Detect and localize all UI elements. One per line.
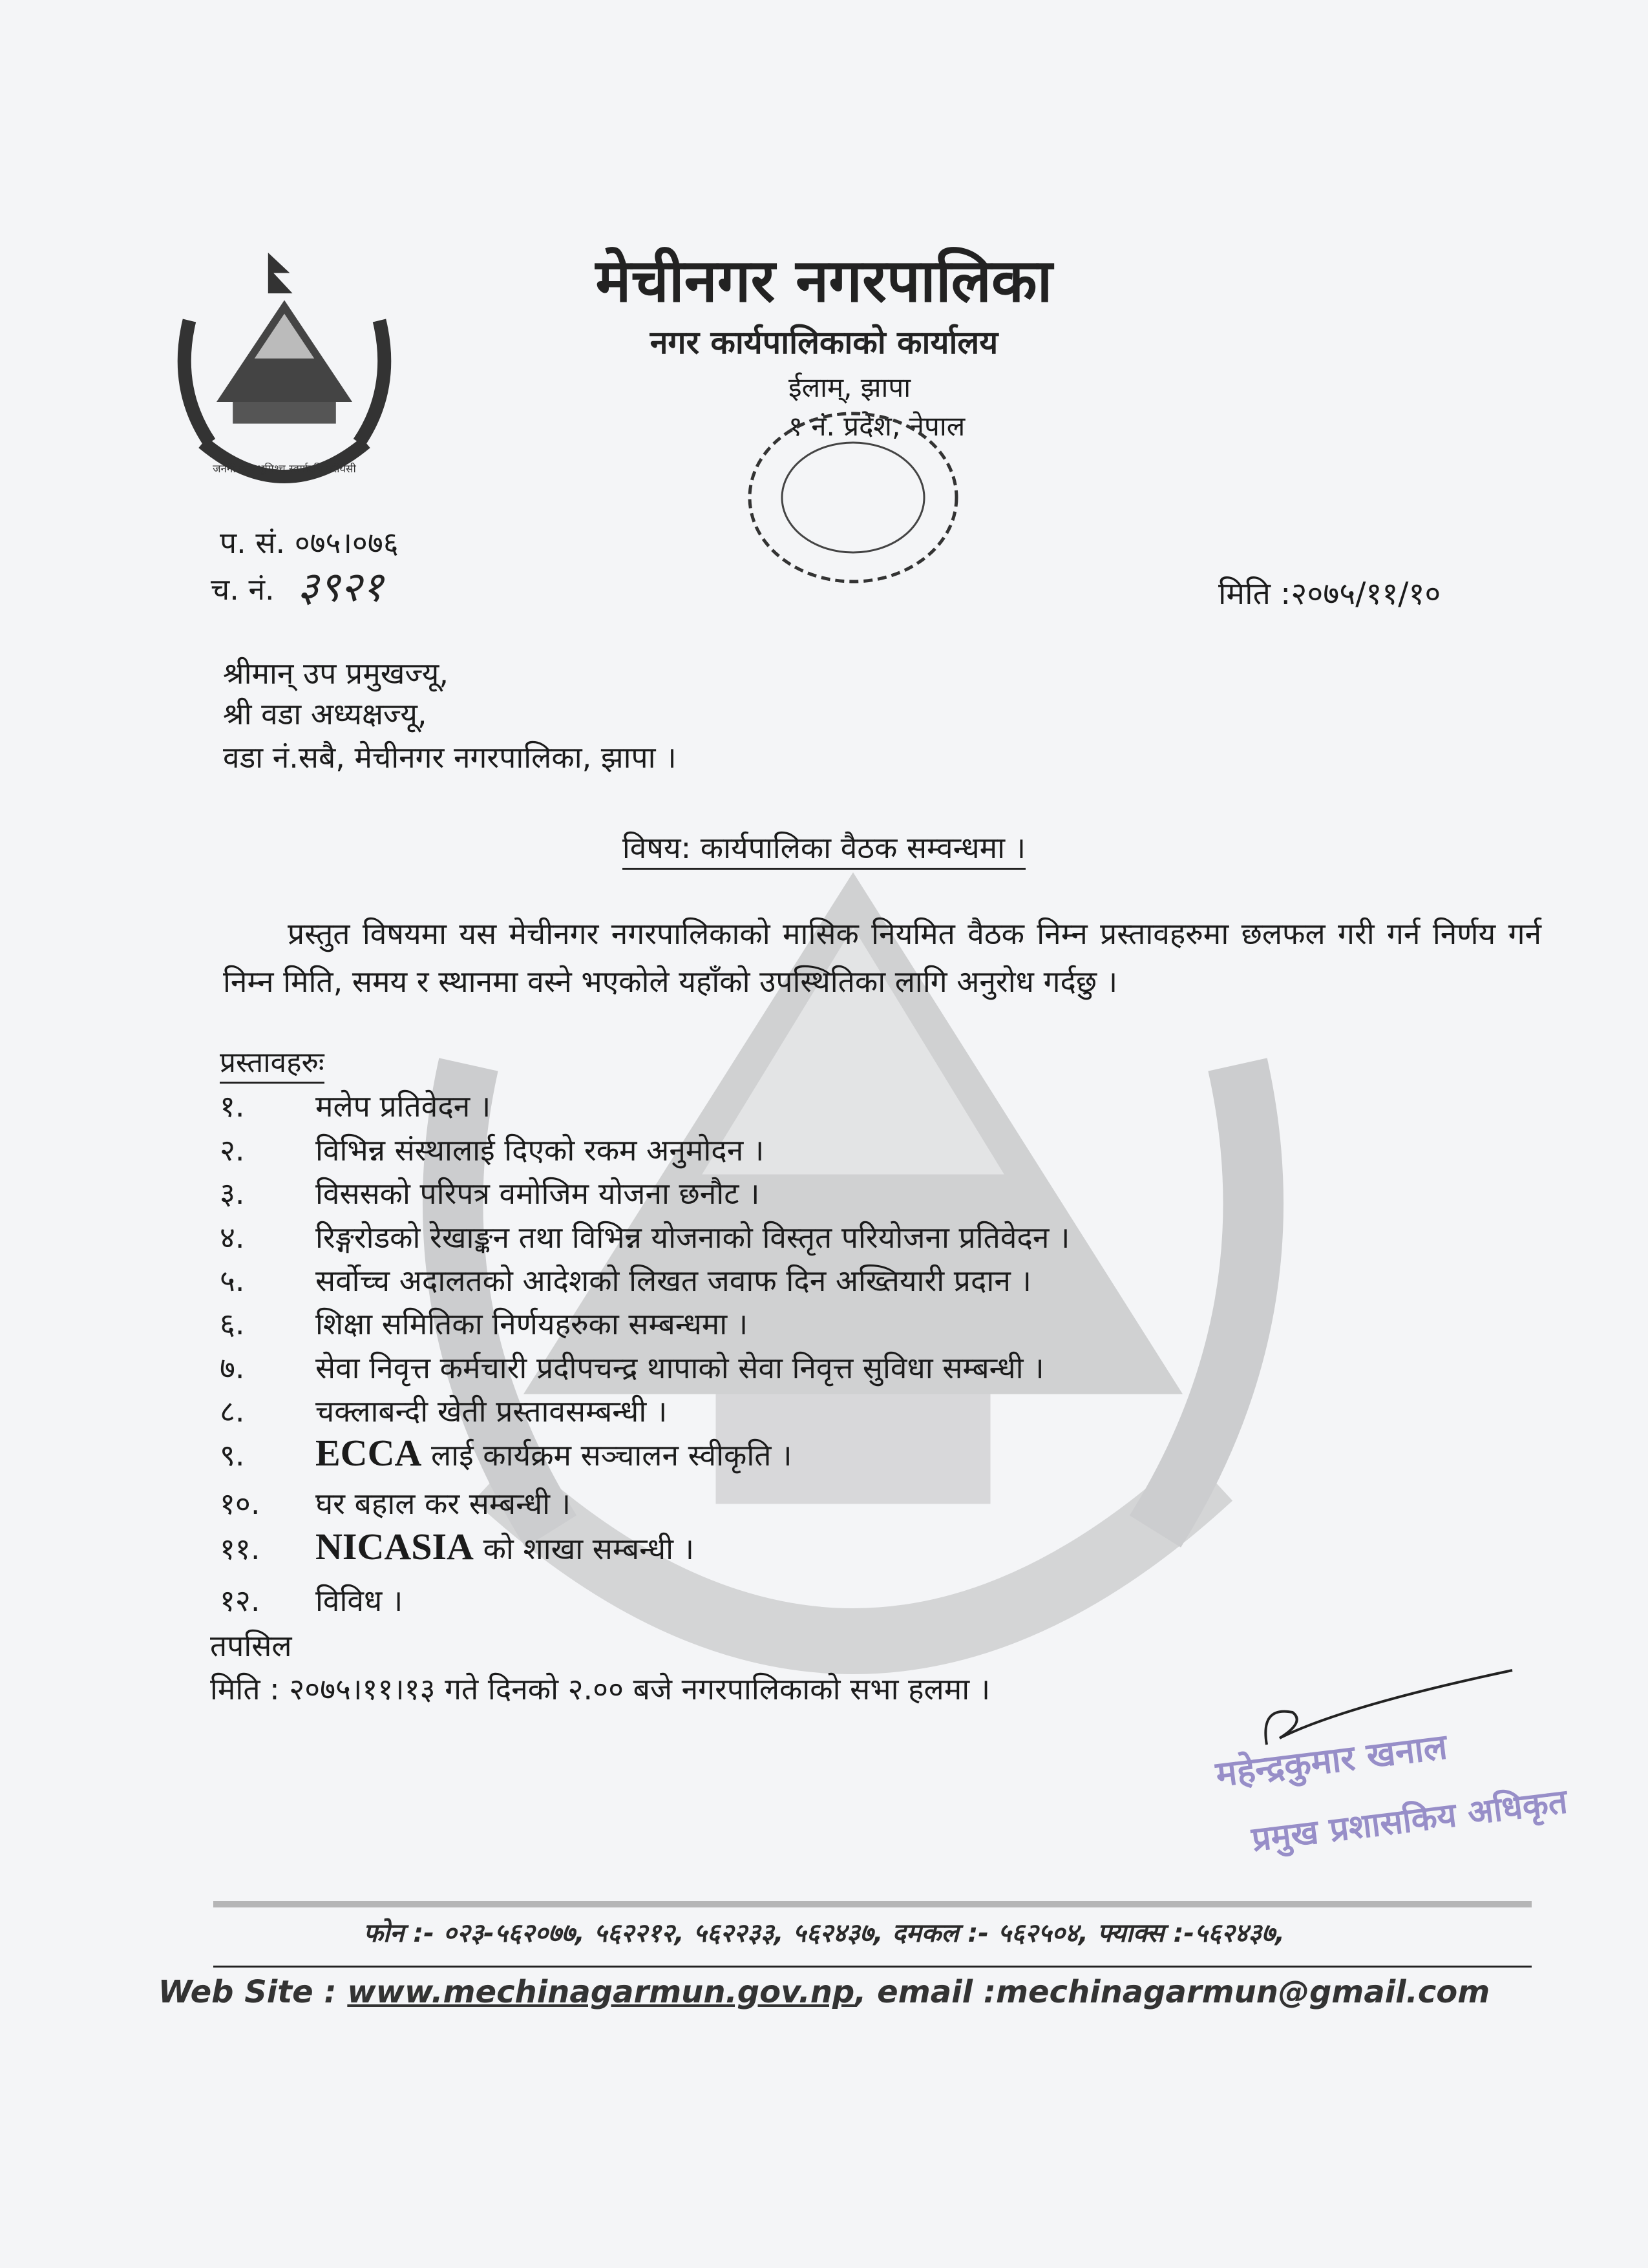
proposal-item xyxy=(220,1303,748,1343)
office-address-line1: ईलाम्, झापा xyxy=(788,372,911,403)
proposal-text: विससको परिपत्र वमोजिम योजना छनौट । xyxy=(315,1176,760,1211)
subject-line xyxy=(0,827,1648,867)
proposal-number: १२. xyxy=(220,1583,260,1618)
proposal-text: विभिन्न संस्थालाई दिएको रकम अनुमोदन । xyxy=(315,1133,765,1168)
footer-divider xyxy=(213,1966,1532,1968)
proposal-text: सेवा निवृत्त कर्मचारी प्रदीपचन्द्र थापाको सेवा निवृत्त सुविधा सम्बन्धी । xyxy=(315,1350,1044,1385)
footer-divider xyxy=(213,1901,1532,1907)
signature-stamp-name: महेन्द्रकुमार खनाल xyxy=(1213,1726,1450,1795)
addressee-line: श्री वडा अध्यक्षज्यू, xyxy=(223,697,427,731)
letter-body: प्रस्तुत विषयमा यस मेचीनगर नगरपालिकाको मासिक नियमित वैठक निम्न प्रस्तावहरुमा छलफल गरी गर्न निर्णय गर्न निम्न मिति, समय र स्थानमा वस्ने भएकोले यहाँको उपस्थितिका लागि अनुरोध गर्दछु । xyxy=(223,916,1541,999)
proposal-number: ५. xyxy=(220,1263,245,1298)
website-link[interactable]: www.mechinagarmun.gov.np xyxy=(347,1974,855,2010)
proposal-item xyxy=(220,1260,1031,1300)
proposal-item xyxy=(220,1086,491,1126)
proposal-text: घर बहाल कर सम्बन्धी । xyxy=(315,1486,571,1521)
proposal-number: १. xyxy=(220,1089,245,1124)
proposal-item xyxy=(220,1129,764,1170)
signature-stamp-title: प्रमुख प्रशासकिय अधिकृत xyxy=(1249,1782,1570,1860)
proposal-item xyxy=(220,1391,667,1431)
proposal-text: को शाखा सम्बन्धी । xyxy=(473,1531,695,1566)
letter-date: मिति :२०७५/११/१० xyxy=(1218,576,1441,612)
email-text: , email :mechinagarmun@gmail.com xyxy=(854,1974,1490,2010)
proposals-heading: प्रस्तावहरुः xyxy=(220,1042,324,1084)
proposal-item xyxy=(220,1347,1044,1387)
proposal-number: ४. xyxy=(220,1220,245,1255)
proposal-text: लाई कार्यक्रम सञ्चालन स्वीकृति । xyxy=(421,1438,792,1473)
proposal-number: १०. xyxy=(220,1486,260,1521)
office-address-line2: १ नं. प्रदेश, नेपाल xyxy=(788,410,966,442)
meeting-details: मिति : २०७५।११।१३ गते दिनको २.०० बजे नगरपालिकाको सभा हलमा । xyxy=(210,1672,991,1706)
proposal-item xyxy=(220,1483,571,1523)
proposal-item xyxy=(220,1173,759,1213)
proposal-latin-term: NICASIA xyxy=(315,1526,474,1568)
proposal-text: मलेप प्रतिवेदन । xyxy=(315,1089,491,1124)
proposal-number: ८. xyxy=(220,1394,245,1429)
proposal-item xyxy=(220,1217,1070,1257)
reference-cn-value: ३९२१ xyxy=(297,563,384,611)
office-subtitle: नगर कार्यपालिकाको कार्यालय xyxy=(650,323,998,361)
web-label: Web Site : xyxy=(158,1974,348,2010)
proposal-item xyxy=(220,1525,694,1568)
proposal-number: ७. xyxy=(220,1350,245,1385)
tapsil-heading: तपसिल xyxy=(210,1628,292,1663)
proposal-number: ९. xyxy=(220,1438,245,1473)
office-round-stamp xyxy=(737,401,969,594)
proposal-text: विविध । xyxy=(315,1583,403,1618)
proposal-number: ३. xyxy=(220,1176,245,1211)
footer-web xyxy=(0,1974,1648,2010)
proposal-text: सर्वोच्च अदालतको आदेशको लिखत जवाफ दिन अख्तियारी प्रदान । xyxy=(315,1263,1031,1298)
addressee-line: श्रीमान् उप प्रमुखज्यू, xyxy=(223,656,449,691)
proposal-text: रिङ्गरोडको रेखाङ्कन तथा विभिन्न योजनाको विस्तृत परियोजना प्रतिवेदन । xyxy=(315,1220,1070,1255)
addressee-line: वडा नं.सबै, मेचीनगर नगरपालिका, झापा । xyxy=(223,740,677,775)
emblem-motto: जननी जन्मभूमिश्च स्वर्गादपि गरीयसी xyxy=(213,462,356,476)
proposal-number: २. xyxy=(220,1133,245,1168)
proposal-item xyxy=(220,1431,792,1475)
proposal-number: ११. xyxy=(220,1531,260,1566)
proposal-item xyxy=(220,1580,403,1620)
reference-cn-label: च. नं. xyxy=(211,572,275,607)
reference-ps: प. सं. ०७५।०७६ xyxy=(220,525,399,560)
footer-contact: फोन :- ०२३-५६२०७७, ५६२२१२, ५६२२३३, ५६२४३७, दमकल :- ५६२५०४, फ्याक्स :-५६२४३७, xyxy=(363,1918,1285,1948)
proposal-text: शिक्षा समितिका निर्णयहरुका सम्बन्धमा । xyxy=(315,1307,748,1341)
office-name: मेचीनगर नगरपालिका xyxy=(595,246,1053,315)
proposal-text: चक्लाबन्दी खेती प्रस्तावसम्बन्धी । xyxy=(315,1394,668,1429)
subject-text: विषय: कार्यपालिका वैठक सम्वन्धमा । xyxy=(622,830,1026,870)
proposal-number: ६. xyxy=(220,1307,245,1341)
proposal-latin-term: ECCA xyxy=(315,1432,422,1474)
